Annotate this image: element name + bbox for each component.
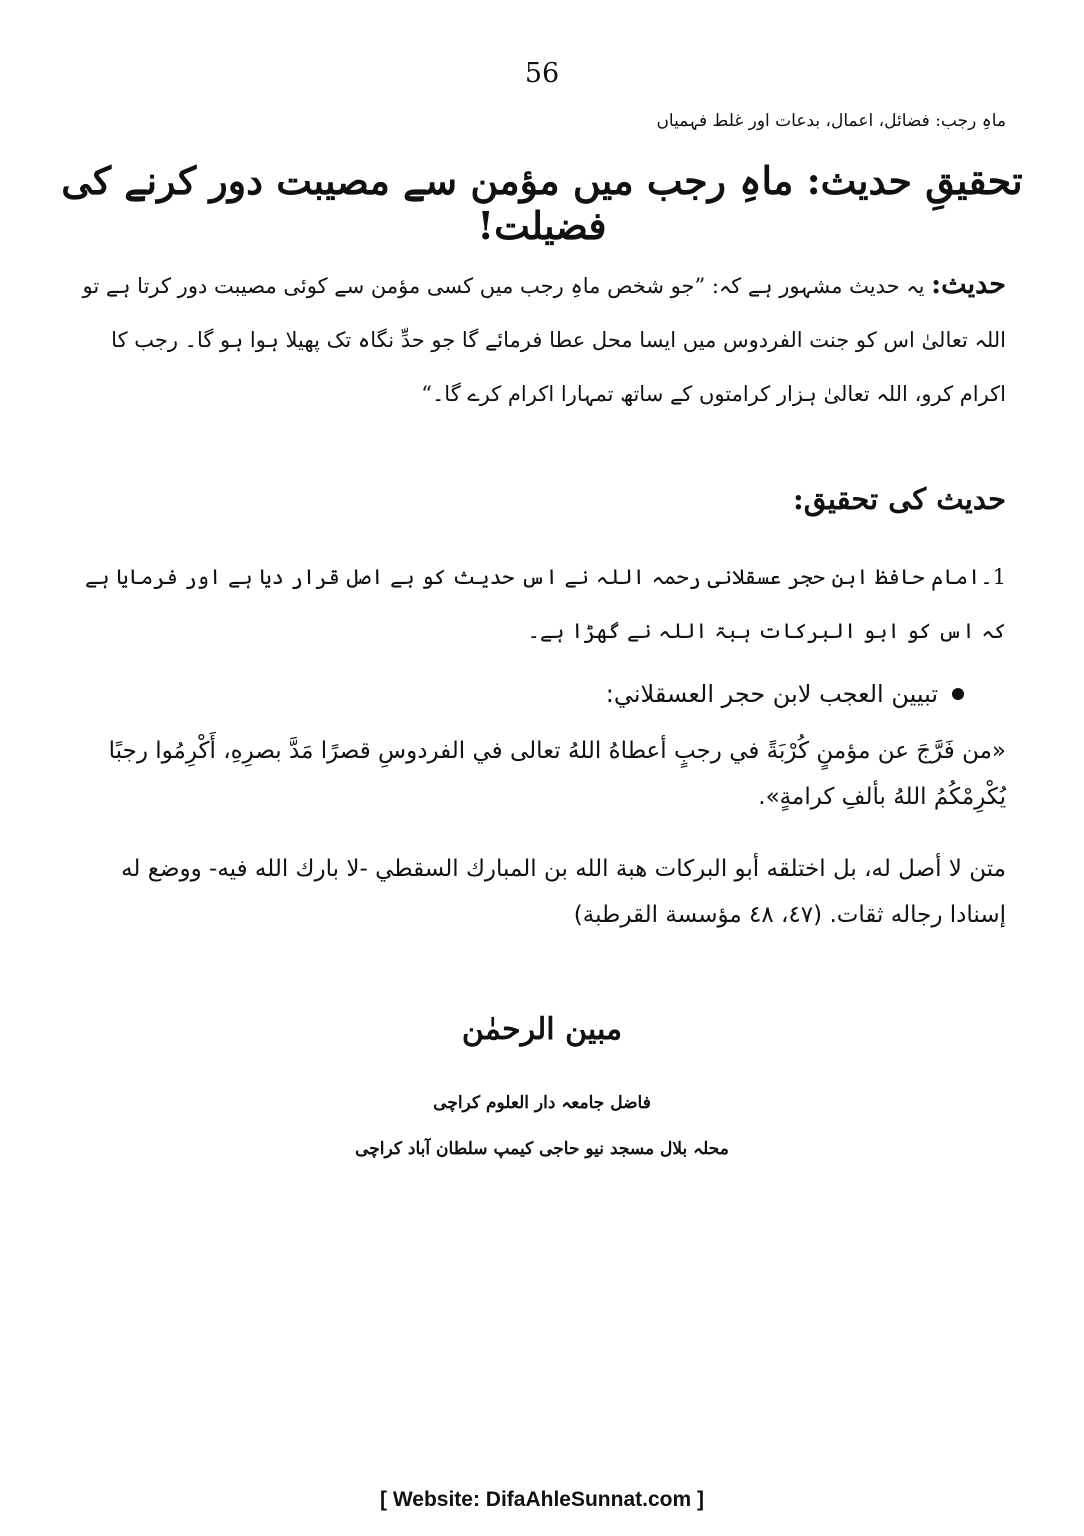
- tahqiq-heading: حدیث کی تحقیق:: [793, 482, 1006, 516]
- reference-source: تبيين العجب لابن حجر العسقلاني:: [605, 680, 938, 708]
- arabic-quote: «من فَرَّجَ عن مؤمنٍ كُرْبَةً في رجبٍ أعطاهُ اللهُ تعالى في الفردوسِ قصرًا مَدَّ بصرِهِ، أَكْرِمُوا رجبًا يُكْرِمْكُمُ اللهُ بألفِ كرامةٍ».: [108, 738, 1006, 810]
- hadith-label: حدیث:: [931, 269, 1006, 300]
- running-head: ماہِ رجب: فضائل، اعمال، بدعات اور غلط فہمیاں: [656, 111, 1006, 131]
- author-address: محلہ بلال مسجد نیو حاجی کیمپ سلطان آباد کراچی: [355, 1139, 729, 1159]
- reference-bullet: [606, 680, 964, 708]
- hadith-paragraph: [76, 258, 1006, 421]
- author-signature: مبین الرحمٰن: [461, 1012, 623, 1047]
- author-affiliation: فاضل جامعہ دار العلوم کراچی: [433, 1093, 651, 1113]
- tahqiq-point-one: 1۔امام حافظ ابن حجر عسقلانی رحمہ اللہ نے اس حدیث کو بے اصل قرار دیا ہے اور فرمایا ہے کہ اس کو ابو البرکات ہبۃ اللہ نے گھڑا ہے۔: [84, 565, 1006, 643]
- page-title: تحقیقِ حدیث: ماہِ رجب میں مؤمن سے مصیبت دور کرنے کی فضیلت!: [61, 158, 1023, 248]
- website-footer: [ Website: DifaAhleSunnat.com ]: [380, 1488, 704, 1511]
- arabic-matn: متن لا أصل له، بل اختلقه أبو البركات هبة الله بن المبارك السقطي -لا بارك الله فيه- ووضع له إسنادا رجاله ثقات. (٤٧، ٤٨ مؤسسة القرطبة): [121, 856, 1006, 928]
- page-number: 56: [524, 58, 560, 89]
- hadith-text: یہ حدیث مشہور ہے کہ: ”جو شخص ماہِ رجب میں کسی مؤمن سے کوئی مصیبت دور کرتا ہے تو اللہ تعالیٰ اس کو جنت الفردوس میں ایسا محل عطا فرمائے گا جو حدِّ نگاہ تک پھیلا ہوا ہو گا۔ رجب کا اکرام کرو، اللہ تعالیٰ ہزار کرامتوں کے ساتھ تمہارا اکرام کرے گا۔“: [82, 274, 1006, 406]
- bullet-dot-icon: [952, 688, 964, 700]
